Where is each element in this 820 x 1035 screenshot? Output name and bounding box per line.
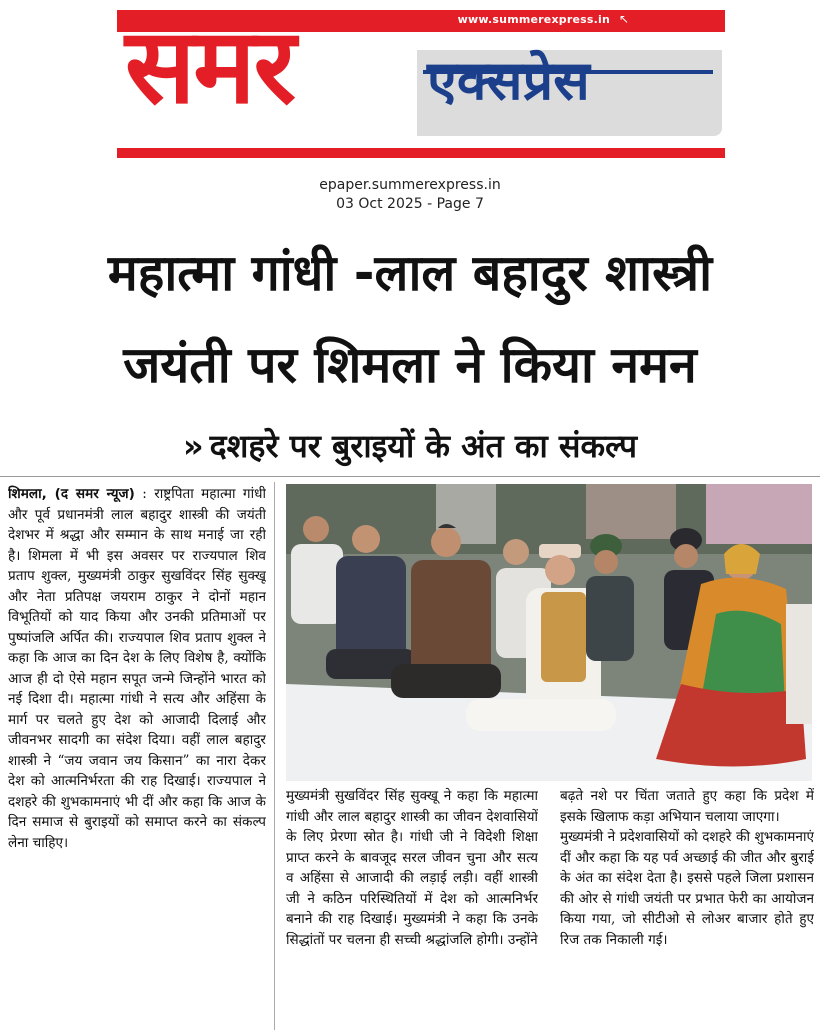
column-2-text: मुख्यमंत्री सुखविंदर सिंह सुक्खू ने कहा कि महात्मा गांधी और लाल बहादुर शास्त्री का जीवन देशवासियों के लिए प्रेरणा स्रोत है। गांधी जी ने विदेशी शिक्षा प्राप्त करने के बावजूद सरल जीवन चुना और सत्य व अहिंसा से आजादी की लड़ाई लड़ी। वहीं शास्त्री जी ने कठिन परिस्थितियों में देश को आत्मनिर्भर बनाने की राह दिखाई। मुख्यमंत्री ने कहा कि उनके सिद्धांतों पर चलना ही सच्ची श्रद्धांजलि होगी। उन्होंने (286, 788, 538, 948)
column-3-paragraph-1: बढ़ते नशे पर चिंता जताते हुए कहा कि प्रदेश में इसके खिलाफ कड़ा अभियान चलाया जाएगा। (560, 788, 814, 825)
article-column-2 (286, 786, 538, 1030)
epaper-site[interactable]: epaper.summerexpress.in (319, 177, 501, 193)
masthead-bottom-bar (117, 148, 725, 158)
cursor-arrow-icon: ↖ (618, 12, 629, 26)
masthead-website[interactable]: www.summerexpress.in (457, 13, 610, 26)
masthead (117, 5, 725, 158)
headline-line-1: महात्मा गांधी -लाल बहादुर शास्त्री (107, 244, 713, 302)
chevron-double-right-icon: » (182, 427, 204, 465)
brand-logo-primary: समर (125, 5, 295, 127)
dateline: शिमला, (द समर न्यूज) (8, 486, 135, 502)
section-divider (0, 476, 820, 477)
headline-line-2: जयंती पर शिमला ने किया नमन (123, 336, 697, 394)
article-column-3 (560, 786, 814, 1030)
column-3-paragraph-2: मुख्यमंत्री ने प्रदेशवासियों को दशहरे की शुभकामनाएं दीं और कहा कि यह पर्व अच्छाई की जीत और बुराई के अंत का संदेश देता है। इससे पहले जिला प्रशासन की ओर से गांधी जयंती पर प्रभात फेरी का आयोजन किया गया, जो सीटीओ से लोअर बाजार होते हुए रिज तक निकाली गई। (560, 829, 814, 948)
event-photo (286, 484, 812, 781)
column-1-text: : राष्ट्रपिता महात्मा गांधी और पूर्व प्रधानमंत्री लाल बहादुर शास्त्री की जयंती देशभर में श्रद्धा और सम्मान के साथ मनाई जा रही है। शिमला में भी इस अवसर पर राज्यपाल शिव प्रताप शुक्ल, मुख्यमंत्री ठाकुर सुखविंदर सिंह सुक्खू और नेता प्रतिपक्ष जयराम ठाकुर ने दोनों महान विभूतियों को याद किया और उनकी प्रतिमाओं पर पुष्पांजलि अर्पित की। राज्यपाल शिव प्रताप शुक्ल ने कहा कि आज का दिन देश के लिए विशेष है, क्योंकि आज ही दो ऐसे महान सपूत जन्मे जिन्होंने भारत को नई दिशा दी। महात्मा गांधी ने सत्य और अहिंसा के मार्ग पर चलते हुए देश को आजादी दिलाई और जीवनभर सादगी का संदेश दिया। वहीं लाल बहादुर शास्त्री ने “जय जवान जय किसान” का नारा देकर देश को आत्मनिर्भरता की राह दिखाई। राज्यपाल ने दशहरे की शुभकामनाएं भी दीं और कहा कि आज के दिन समाज से बुराइयों को समाप्त करने का संकल्प लेना चाहिए। (8, 486, 266, 851)
column-divider (274, 482, 275, 1030)
brand-logo-secondary: एक्सप्रेस (427, 49, 590, 112)
article-column-1 (8, 484, 266, 1030)
event-photo-illustration (286, 484, 812, 781)
subheadline-text: दशहरे पर बुराइयों के अंत का संकल्प (209, 427, 638, 465)
subheadline (0, 424, 820, 467)
edition-date-page: 03 Oct 2025 - Page 7 (336, 196, 484, 212)
